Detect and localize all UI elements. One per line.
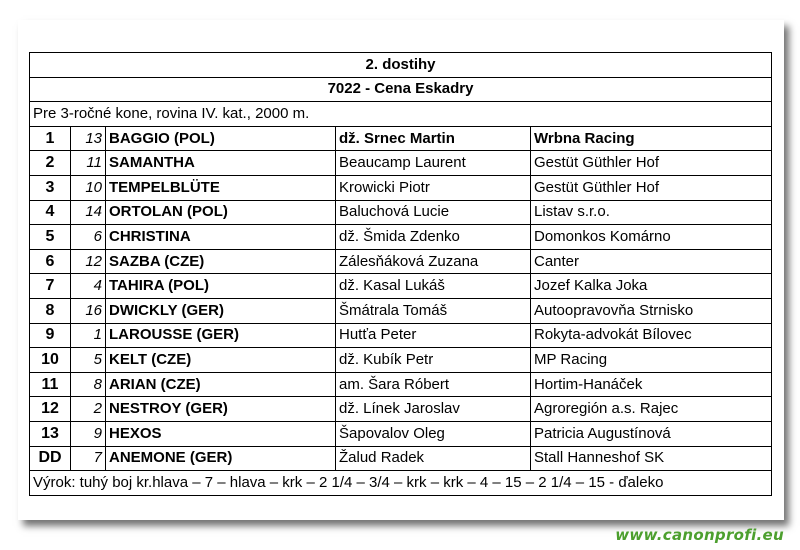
result-number: 9	[71, 421, 106, 446]
result-horse: ARIAN (CZE)	[106, 372, 336, 397]
result-place: 2	[30, 151, 71, 176]
result-owner: Hortim-Hanáček	[531, 372, 772, 397]
result-owner: Autoopravovňa Strnisko	[531, 298, 772, 323]
result-row	[30, 151, 772, 176]
result-place: 12	[30, 397, 71, 422]
result-owner: Jozef Kalka Joka	[531, 274, 772, 299]
race-number: 2. dostihy	[30, 53, 772, 78]
result-row	[30, 348, 772, 373]
result-owner: Domonkos Komárno	[531, 225, 772, 250]
result-horse: ORTOLAN (POL)	[106, 200, 336, 225]
result-row	[30, 225, 772, 250]
result-jockey: Šmátrala Tomáš	[336, 298, 531, 323]
result-horse: NESTROY (GER)	[106, 397, 336, 422]
result-horse: BAGGIO (POL)	[106, 126, 336, 151]
result-row	[30, 249, 772, 274]
result-place: DD	[30, 446, 71, 471]
result-place: 10	[30, 348, 71, 373]
result-number: 8	[71, 372, 106, 397]
verdict-row	[30, 471, 772, 496]
result-owner: Canter	[531, 249, 772, 274]
race-name-row	[30, 77, 772, 102]
result-number: 13	[71, 126, 106, 151]
result-horse: ANEMONE (GER)	[106, 446, 336, 471]
result-jockey: dž. Srnec Martin	[336, 126, 531, 151]
result-place: 5	[30, 225, 71, 250]
result-row	[30, 421, 772, 446]
result-owner: Agroregión a.s. Rajec	[531, 397, 772, 422]
race-number-row	[30, 53, 772, 78]
result-horse: TEMPELBLÜTE	[106, 175, 336, 200]
result-horse: TAHIRA (POL)	[106, 274, 336, 299]
result-row	[30, 397, 772, 422]
race-results-table	[29, 52, 772, 496]
result-number: 1	[71, 323, 106, 348]
result-jockey: Beaucamp Laurent	[336, 151, 531, 176]
result-row	[30, 126, 772, 151]
result-place: 8	[30, 298, 71, 323]
result-place: 4	[30, 200, 71, 225]
result-jockey: Šapovalov Oleg	[336, 421, 531, 446]
result-row	[30, 274, 772, 299]
result-number: 7	[71, 446, 106, 471]
results-list	[30, 126, 772, 470]
result-number: 2	[71, 397, 106, 422]
result-number: 16	[71, 298, 106, 323]
result-owner: Listav s.r.o.	[531, 200, 772, 225]
result-owner: Patricia Augustínová	[531, 421, 772, 446]
result-horse: SAZBA (CZE)	[106, 249, 336, 274]
result-number: 14	[71, 200, 106, 225]
result-jockey: am. Šara Róbert	[336, 372, 531, 397]
result-row	[30, 200, 772, 225]
result-owner: MP Racing	[531, 348, 772, 373]
watermark: www.canonprofi.eu	[615, 526, 784, 544]
race-conditions: Pre 3-ročné kone, rovina IV. kat., 2000 m.	[30, 102, 772, 127]
result-jockey: Zálesňáková Zuzana	[336, 249, 531, 274]
result-horse: KELT (CZE)	[106, 348, 336, 373]
result-place: 3	[30, 175, 71, 200]
result-jockey: dž. Kubík Petr	[336, 348, 531, 373]
result-place: 11	[30, 372, 71, 397]
result-jockey: dž. Šmida Zdenko	[336, 225, 531, 250]
result-horse: DWICKLY (GER)	[106, 298, 336, 323]
result-place: 1	[30, 126, 71, 151]
result-horse: CHRISTINA	[106, 225, 336, 250]
result-number: 6	[71, 225, 106, 250]
result-jockey: dž. Kasal Lukáš	[336, 274, 531, 299]
result-horse: SAMANTHA	[106, 151, 336, 176]
result-horse: LAROUSSE (GER)	[106, 323, 336, 348]
verdict-text: Výrok: tuhý boj kr.hlava – 7 – hlava – krk – 2 1/4 – 3/4 – krk – krk – 4 – 15 – 2 1/4 – 15 - ďaleko	[30, 471, 772, 496]
result-place: 7	[30, 274, 71, 299]
result-row	[30, 372, 772, 397]
result-jockey: Žalud Radek	[336, 446, 531, 471]
result-owner: Gestüt Güthler Hof	[531, 151, 772, 176]
result-place: 9	[30, 323, 71, 348]
result-number: 4	[71, 274, 106, 299]
result-owner: Rokyta-advokát Bílovec	[531, 323, 772, 348]
result-row	[30, 446, 772, 471]
result-jockey: dž. Línek Jaroslav	[336, 397, 531, 422]
result-row	[30, 298, 772, 323]
result-owner: Gestüt Güthler Hof	[531, 175, 772, 200]
result-owner: Stall Hanneshof SK	[531, 446, 772, 471]
result-number: 11	[71, 151, 106, 176]
result-jockey: Hutťa Peter	[336, 323, 531, 348]
race-conditions-row	[30, 102, 772, 127]
result-number: 5	[71, 348, 106, 373]
result-jockey: Krowicki Piotr	[336, 175, 531, 200]
result-row	[30, 323, 772, 348]
result-number: 10	[71, 175, 106, 200]
result-place: 6	[30, 249, 71, 274]
result-owner: Wrbna Racing	[531, 126, 772, 151]
race-name: 7022 - Cena Eskadry	[30, 77, 772, 102]
result-row	[30, 175, 772, 200]
result-place: 13	[30, 421, 71, 446]
result-number: 12	[71, 249, 106, 274]
result-jockey: Baluchová Lucie	[336, 200, 531, 225]
result-horse: HEXOS	[106, 421, 336, 446]
